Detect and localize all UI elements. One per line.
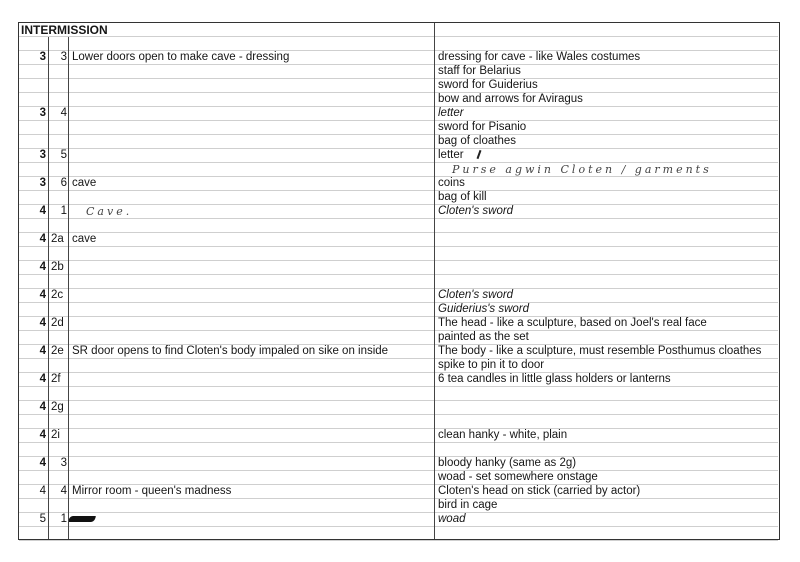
act-number: 4 [39, 345, 46, 357]
prop-text: letter [438, 149, 464, 161]
scene-description [69, 37, 435, 50]
scene-number: 3 [60, 457, 67, 469]
scene-description [69, 219, 435, 232]
scene-description [69, 247, 435, 260]
scene-number [49, 303, 69, 316]
table-row [19, 219, 778, 233]
scene-description [69, 107, 435, 120]
prop-item [435, 121, 778, 134]
scene-description [69, 65, 435, 78]
scene-number: 2i [51, 429, 60, 441]
table-row [19, 79, 778, 93]
act-number: 4 [39, 317, 46, 329]
description-text: Mirror room - queen's madness [72, 485, 232, 497]
scene-number [49, 471, 69, 484]
scene-description [69, 485, 435, 498]
table-row [19, 387, 778, 401]
scene-number: 4 [60, 107, 67, 119]
scene-number: 1 [60, 513, 67, 525]
prop-item [435, 261, 778, 274]
scene-number [49, 219, 69, 232]
prop-text: dressing for cave - like Wales costumes [438, 51, 641, 63]
prop-text: spike to pin it to door [438, 359, 545, 371]
scene-description [69, 387, 435, 400]
prop-item [435, 37, 778, 50]
scene-number [49, 191, 69, 204]
table-row [19, 443, 778, 457]
table-row [19, 37, 778, 51]
table-row [19, 345, 778, 359]
table-row [19, 373, 778, 387]
prop-item [435, 65, 778, 78]
table-row [19, 331, 778, 345]
description-text: SR door opens to find Cloten's body impaled on sike on inside [72, 345, 389, 357]
prop-item [435, 107, 778, 120]
prop-text: sword for Guiderius [438, 79, 538, 91]
table-row [19, 191, 778, 205]
scene-number [49, 163, 69, 176]
scene-description [69, 51, 435, 64]
scene-number: 1 [60, 205, 67, 217]
prop-item [435, 93, 778, 106]
table-row [19, 93, 778, 107]
scene-number [49, 135, 69, 148]
header-row [19, 23, 778, 37]
scene-number [49, 121, 69, 134]
act-number: 5 [39, 513, 46, 525]
description-text: Lower doors open to make cave - dressing [72, 51, 290, 63]
prop-item [435, 135, 778, 148]
scene-description [69, 359, 435, 372]
table-row [19, 457, 778, 471]
scene-description [69, 513, 435, 526]
table-row [19, 429, 778, 443]
table-row [19, 303, 778, 317]
scene-description [69, 443, 435, 456]
prop-text: The body - like a sculpture, must resemble Posthumus cloathes [438, 345, 762, 357]
prop-text: bloody hanky (same as 2g) [438, 457, 577, 469]
scene-number [49, 443, 69, 456]
act-number: 3 [39, 51, 46, 63]
prop-item [435, 177, 778, 190]
prop-text: 6 tea candles in little glass holders or lanterns [438, 373, 671, 385]
prop-item [435, 219, 778, 232]
scene-description [69, 401, 435, 414]
act-number: 3 [39, 177, 46, 189]
prop-item [435, 247, 778, 260]
scene-number: 2g [51, 401, 64, 413]
act-number [19, 135, 49, 148]
scene-description [69, 499, 435, 512]
scene-number: 4 [60, 485, 67, 497]
act-number [19, 275, 49, 288]
act-number: 4 [39, 429, 46, 441]
table-row [19, 205, 778, 219]
act-number [19, 527, 49, 540]
scene-description [69, 317, 435, 330]
intermission-header: INTERMISSION [21, 23, 108, 37]
prop-item [435, 149, 778, 162]
act-number [19, 331, 49, 344]
scene-number: 2e [51, 345, 64, 357]
scene-number: 2f [51, 373, 61, 385]
scene-description [69, 79, 435, 92]
scene-number: 6 [60, 177, 67, 189]
prop-item [435, 289, 778, 302]
props-table [18, 22, 780, 540]
table-row [19, 149, 778, 163]
prop-item [435, 331, 778, 344]
prop-item [435, 303, 778, 316]
scene-description [69, 373, 435, 386]
scene-number [49, 499, 69, 512]
scene-number [49, 93, 69, 106]
prop-item [435, 443, 778, 456]
scene-number: 5 [60, 149, 67, 161]
scene-number [49, 37, 69, 50]
act-number: 4 [39, 373, 46, 385]
act-number [19, 387, 49, 400]
act-number: 3 [39, 107, 46, 119]
scene-description [69, 527, 435, 540]
prop-text: bag of cloathes [438, 135, 517, 147]
act-number: 4 [39, 261, 46, 273]
act-number [19, 499, 49, 512]
scene-description [69, 177, 435, 190]
table-row [19, 289, 778, 303]
scene-description [69, 163, 435, 176]
prop-text: bag of kill [438, 191, 487, 203]
prop-text: letter [438, 107, 464, 119]
scene-number [49, 331, 69, 344]
scene-description [69, 191, 435, 204]
table-row [19, 135, 778, 149]
prop-item [435, 205, 778, 218]
prop-text: sword for Pisanio [438, 121, 527, 133]
prop-text: Guiderius's sword [438, 303, 530, 315]
act-number [19, 471, 49, 484]
prop-item [435, 485, 778, 498]
scene-number: 2b [51, 261, 64, 273]
prop-item [435, 471, 778, 484]
scene-description [69, 233, 435, 246]
prop-item [435, 79, 778, 92]
pen-tick-mark [476, 150, 481, 159]
act-number [19, 163, 49, 176]
act-number [19, 359, 49, 372]
table-row [19, 65, 778, 79]
table-row [19, 275, 778, 289]
act-number [19, 247, 49, 260]
handwritten-note: Purse agwin Cloten / garments [452, 163, 712, 176]
act-number: 4 [39, 289, 46, 301]
prop-item [435, 415, 778, 428]
table-row [19, 485, 778, 499]
act-number: 4 [39, 205, 46, 217]
scene-number [49, 247, 69, 260]
scene-description [69, 275, 435, 288]
scene-number: 2c [51, 289, 64, 301]
scene-description [69, 149, 435, 162]
prop-text: Cloten's sword [438, 289, 514, 301]
prop-item [435, 275, 778, 288]
scene-number: 3 [60, 51, 67, 63]
prop-item [435, 499, 778, 512]
scene-number [49, 387, 69, 400]
prop-text: The head - like a sculpture, based on Joel's real face [438, 317, 707, 329]
column-divider-act [48, 37, 49, 539]
scene-number [49, 65, 69, 78]
scene-description [69, 345, 435, 358]
prop-text: bird in cage [438, 499, 498, 511]
prop-item [435, 513, 778, 526]
column-divider-scene [68, 37, 69, 539]
table-row [19, 359, 778, 373]
scene-description [69, 471, 435, 484]
act-number [19, 37, 49, 50]
scene-description [69, 93, 435, 106]
act-number [19, 79, 49, 92]
table-row [19, 415, 778, 429]
prop-item [435, 457, 778, 470]
prop-text: Cloten's sword [438, 205, 514, 217]
scene-number [49, 527, 69, 540]
scene-number: 2d [51, 317, 64, 329]
scene-number [49, 275, 69, 288]
table-row [19, 401, 778, 415]
description-text: cave [72, 233, 97, 245]
table-row [19, 121, 778, 135]
prop-text: painted as the set [438, 331, 529, 343]
scribble-redaction-mark [69, 516, 96, 522]
prop-item [435, 401, 778, 414]
table-row [19, 317, 778, 331]
act-number [19, 303, 49, 316]
scene-description [69, 261, 435, 274]
act-number [19, 93, 49, 106]
prop-item [435, 527, 778, 540]
scene-description [69, 135, 435, 148]
prop-item [435, 163, 778, 176]
scene-description [69, 121, 435, 134]
act-number: 4 [39, 401, 46, 413]
table-row [19, 163, 778, 177]
scene-number [49, 359, 69, 372]
act-number: 4 [39, 485, 46, 497]
description-text: cave [72, 177, 97, 189]
act-number [19, 65, 49, 78]
prop-item [435, 387, 778, 400]
prop-text: staff for Belarius [438, 65, 521, 77]
act-number: 3 [39, 149, 46, 161]
act-number [19, 191, 49, 204]
table-row [19, 233, 778, 247]
table-row [19, 107, 778, 121]
act-number [19, 121, 49, 134]
prop-text: Cloten's head on stick (carried by actor) [438, 485, 641, 497]
prop-text: clean hanky - white, plain [438, 429, 568, 441]
prop-text: bow and arrows for Aviragus [438, 93, 583, 105]
scene-description [69, 457, 435, 470]
prop-item [435, 373, 778, 386]
prop-item [435, 233, 778, 246]
table-row [19, 527, 778, 541]
prop-text: coins [438, 177, 465, 189]
table-row [19, 51, 778, 65]
prop-item [435, 359, 778, 372]
table-row [19, 471, 778, 485]
act-number: 4 [39, 233, 46, 245]
prop-text: woad - set somewhere onstage [438, 471, 598, 483]
prop-item [435, 51, 778, 64]
prop-text: woad [438, 513, 466, 525]
table-row [19, 513, 778, 527]
scene-number [49, 415, 69, 428]
act-number [19, 219, 49, 232]
scene-description [69, 289, 435, 302]
scene-description [69, 331, 435, 344]
handwritten-note: Cave. [86, 205, 133, 218]
column-divider-props [434, 23, 435, 539]
act-number [19, 443, 49, 456]
table-row [19, 177, 778, 191]
table-row [19, 261, 778, 275]
scene-description [69, 303, 435, 316]
scene-description [69, 205, 435, 218]
scene-number [49, 79, 69, 92]
table-row [19, 247, 778, 261]
act-number [19, 415, 49, 428]
scene-number: 2a [51, 233, 64, 245]
prop-item [435, 429, 778, 442]
prop-item [435, 317, 778, 330]
prop-item [435, 191, 778, 204]
scene-description [69, 429, 435, 442]
prop-item [435, 345, 778, 358]
table-row [19, 499, 778, 513]
scene-description [69, 415, 435, 428]
act-number: 4 [39, 457, 46, 469]
